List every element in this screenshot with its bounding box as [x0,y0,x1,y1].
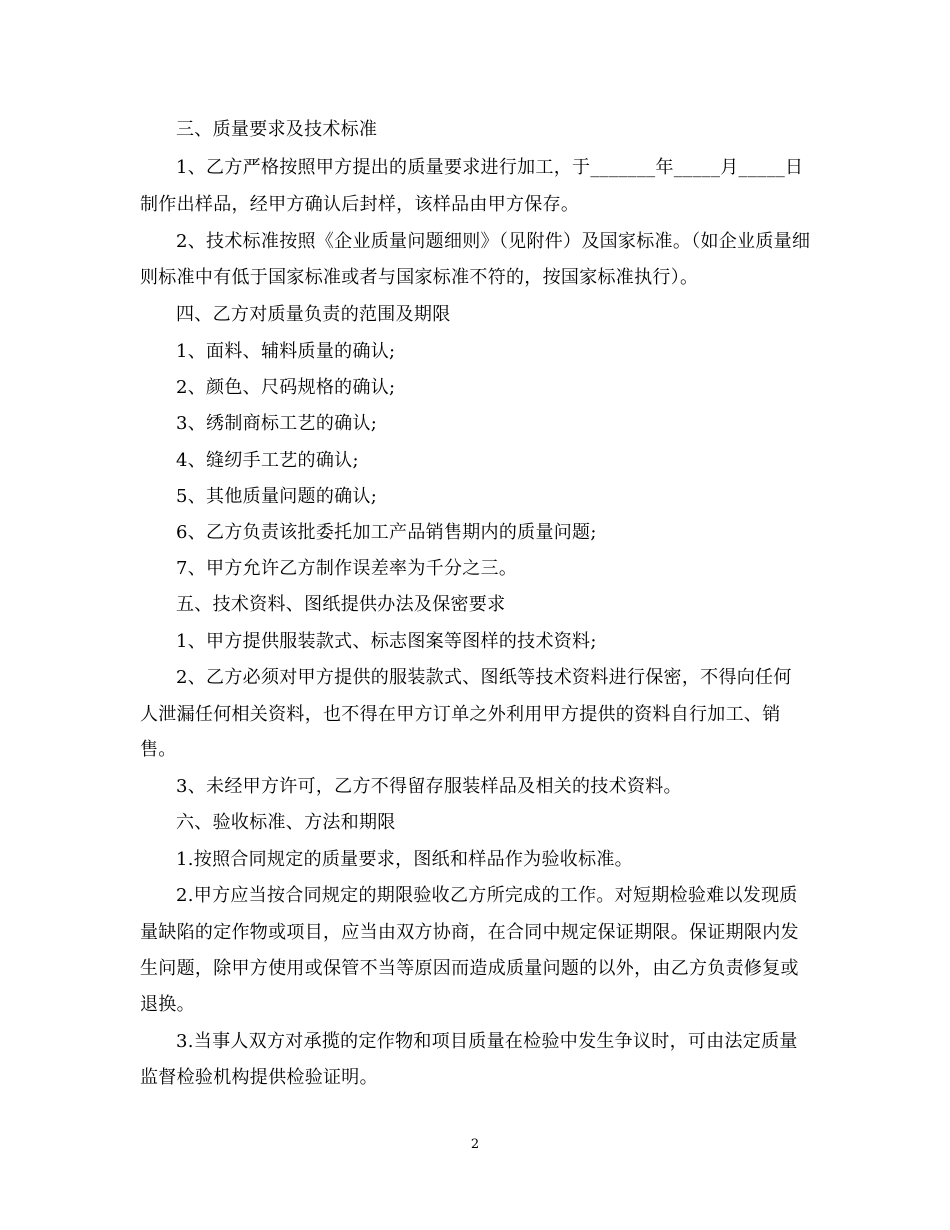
list-item: 4、缝纫手工艺的确认; [176,450,359,471]
paragraph-line: 退换。 [140,994,195,1015]
paragraph-line: 3.当事人双方对承揽的定作物和项目质量在检验中发生争议时，可由法定质量 [176,1031,798,1052]
list-item: 7、甲方允许乙方制作误差率为千分之三。 [176,558,518,579]
list-item: 2、颜色、尺码规格的确认; [176,377,396,398]
paragraph-line: 售。 [140,739,177,760]
paragraph-line: 1、乙方严格按照甲方提出的质量要求进行加工，于_______年_____月_____日 [176,157,804,178]
page-number: 2 [470,1137,480,1152]
section-heading-confidentiality: 五、技术资料、图纸提供办法及保密要求 [176,594,506,615]
list-item: 1、甲方提供服装款式、标志图案等图样的技术资料; [176,631,597,652]
paragraph-line: 2.甲方应当按合同规定的期限验收乙方所完成的工作。对短期检验难以发现质 [176,885,798,906]
paragraph-line: 制作出样品，经甲方确认后封样，该样品由甲方保存。 [140,194,580,215]
list-item: 1.按照合同规定的质量要求，图纸和样品作为验收标准。 [176,849,633,870]
paragraph-line: 2、技术标准按照《企业质量问题细则》（见附件）及国家标准。（如企业质量细 [176,231,811,252]
list-item: 3、未经甲方许可，乙方不得留存服装样品及相关的技术资料。 [176,776,682,797]
paragraph-line: 量缺陷的定作物或项目，应当由双方协商，在合同中规定保证期限。保证期限内发 [140,922,799,943]
list-item: 3、绣制商标工艺的确认; [176,413,378,434]
section-heading-quality: 三、质量要求及技术标准 [176,119,378,140]
section-heading-acceptance: 六、验收标准、方法和期限 [176,812,396,833]
paragraph-line: 则标准中有低于国家标准或者与国家标准不符的，按国家标准执行）。 [140,267,699,288]
paragraph-line: 人泄漏任何相关资料，也不得在甲方订单之外利用甲方提供的资料自行加工、销 [140,704,781,725]
paragraph-line: 监督检验机构提供检验证明。 [140,1067,378,1088]
section-heading-responsibility: 四、乙方对质量负责的范围及期限 [176,304,451,325]
list-item: 5、其他质量问题的确认; [176,486,378,507]
paragraph-line: 2、乙方必须对甲方提供的服装款式、图纸等技术资料进行保密，不得向任何 [176,667,792,688]
paragraph-line: 生问题，除甲方使用或保管不当等原因而造成质量问题的以外，由乙方负责修复或 [140,958,799,979]
list-item: 1、面料、辅料质量的确认; [176,341,396,362]
list-item: 6、乙方负责该批委托加工产品销售期内的质量问题; [176,522,597,543]
